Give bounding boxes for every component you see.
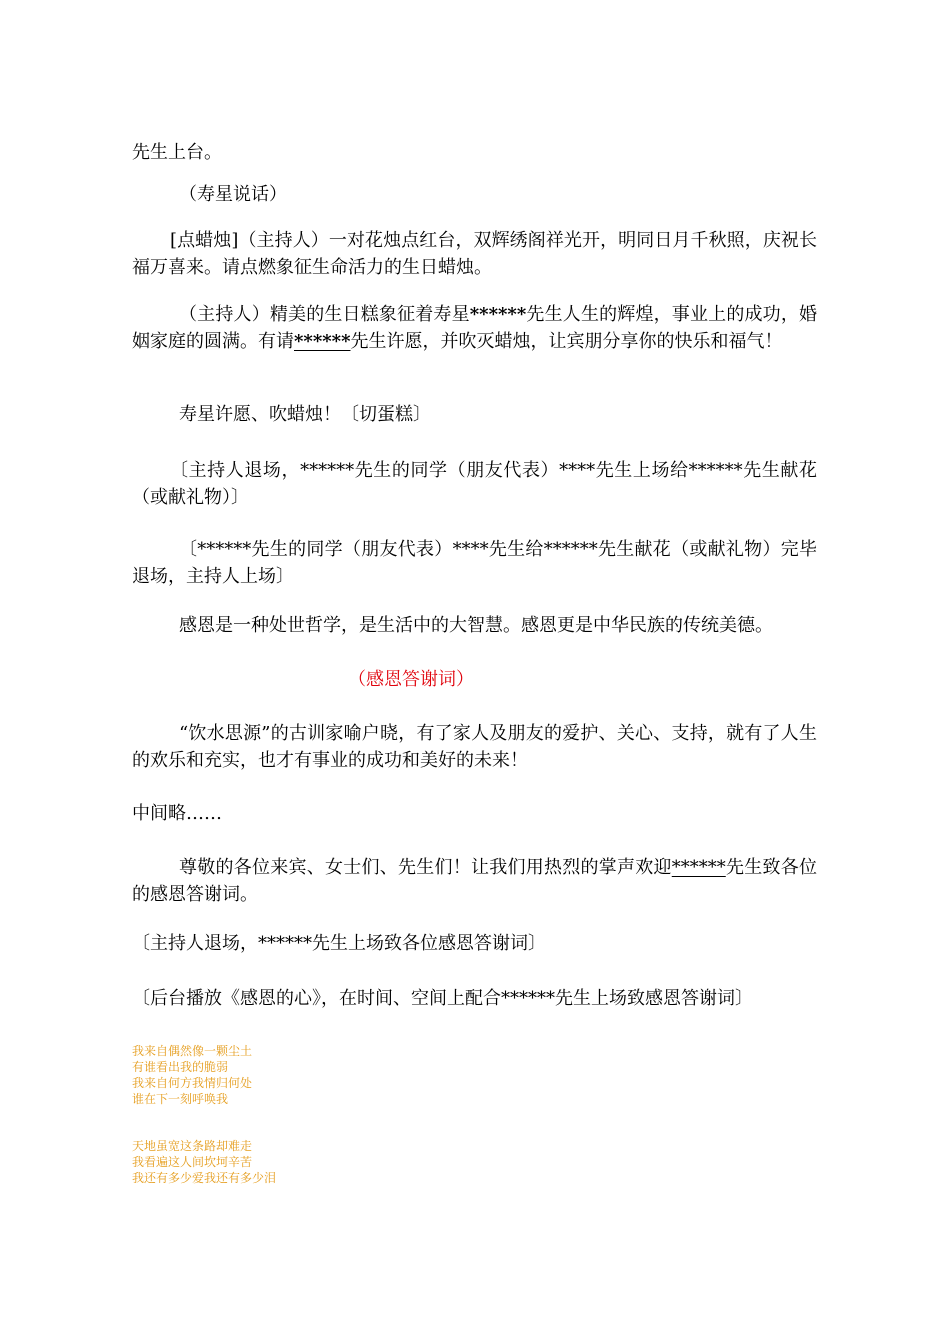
paragraph-host-exits: 〔主持人退场，******先生上场致各位感恩答谢词〕 [132,933,546,954]
lyric-line: 谁在下一刻呼唤我 [132,1092,229,1106]
lyric-line: 我看遍这人间坎坷辛苦 [132,1155,253,1169]
paragraph-flowers-done: 〔******先生的同学（朋友代表）****先生给******先生献花（或献礼物）完毕退场，主持人上场〕 [132,539,817,587]
paragraph-welcome-applause [132,854,817,908]
section-heading-thanks-speech: （感恩答谢词） [348,669,474,690]
welcome-text-2: 先生致各位的感恩答谢词。 [132,857,817,905]
lyric-line: 天地虽宽这条路却难走 [132,1139,253,1153]
masked-name-underlined: ****** [294,331,351,352]
cake-text-1: （主持人）精美的生日糕象征着寿星 [179,304,470,325]
paragraph-present-flowers: 〔主持人退场，******先生的同学（朋友代表）****先生上场给******先生献花（或献礼物）〕 [132,460,817,508]
paragraph-gratitude: 感恩是一种处世哲学，是生活中的大智慧。感恩更是中华民族的传统美德。 [179,615,773,636]
lyric-line: 有谁看出我的脆弱 [132,1060,229,1074]
masked-name: ****** [469,304,527,325]
welcome-text-1: 尊敬的各位来宾、女士们、先生们！让我们用热烈的掌声欢迎 [179,857,672,878]
lyric-line: 我来自何方我情归何处 [132,1076,253,1090]
masked-name-underlined: ****** [671,857,726,878]
paragraph-omitted: 中间略…… [132,803,222,824]
paragraph-birthday-cake [132,301,817,355]
lyric-line: 我还有多少爱我还有多少泪 [132,1171,277,1185]
cake-text-2: 先生人生的辉煌，事业上的成功，婚姻家庭的圆满。有请 [132,304,818,352]
lyrics-verse-1 [132,1043,252,1107]
lyric-line: 我来自偶然像一颗尘土 [132,1044,253,1058]
paragraph-light-candles: [点蜡烛]（主持人）一对花烛点红台，双辉绣阁祥光开，明同日月千秋照，庆祝长福万喜来。请点燃象征生命活力的生日蜡烛。 [132,230,817,278]
paragraph-birthday-star-speaks: （寿星说话） [179,184,287,205]
paragraph-make-wish: 寿星许愿、吹蜡烛！〔切蛋糕〕 [179,404,431,425]
paragraph-play-song: 〔后台播放《感恩的心》，在时间、空间上配合******先生上场致感恩答谢词〕 [132,988,753,1009]
lyrics-verse-2 [132,1138,276,1186]
paragraph-drink-water-source: “饮水思源”的古训家喻户晓，有了家人及朋友的爱护、关心、支持，就有了人生的欢乐和充实，也才有事业的成功和美好的未来！ [132,723,817,771]
paragraph-host-invites: 先生上台。 [132,142,222,163]
cake-text-3: 先生许愿，并吹灭蜡烛，让宾朋分享你的快乐和福气！ [350,331,783,352]
